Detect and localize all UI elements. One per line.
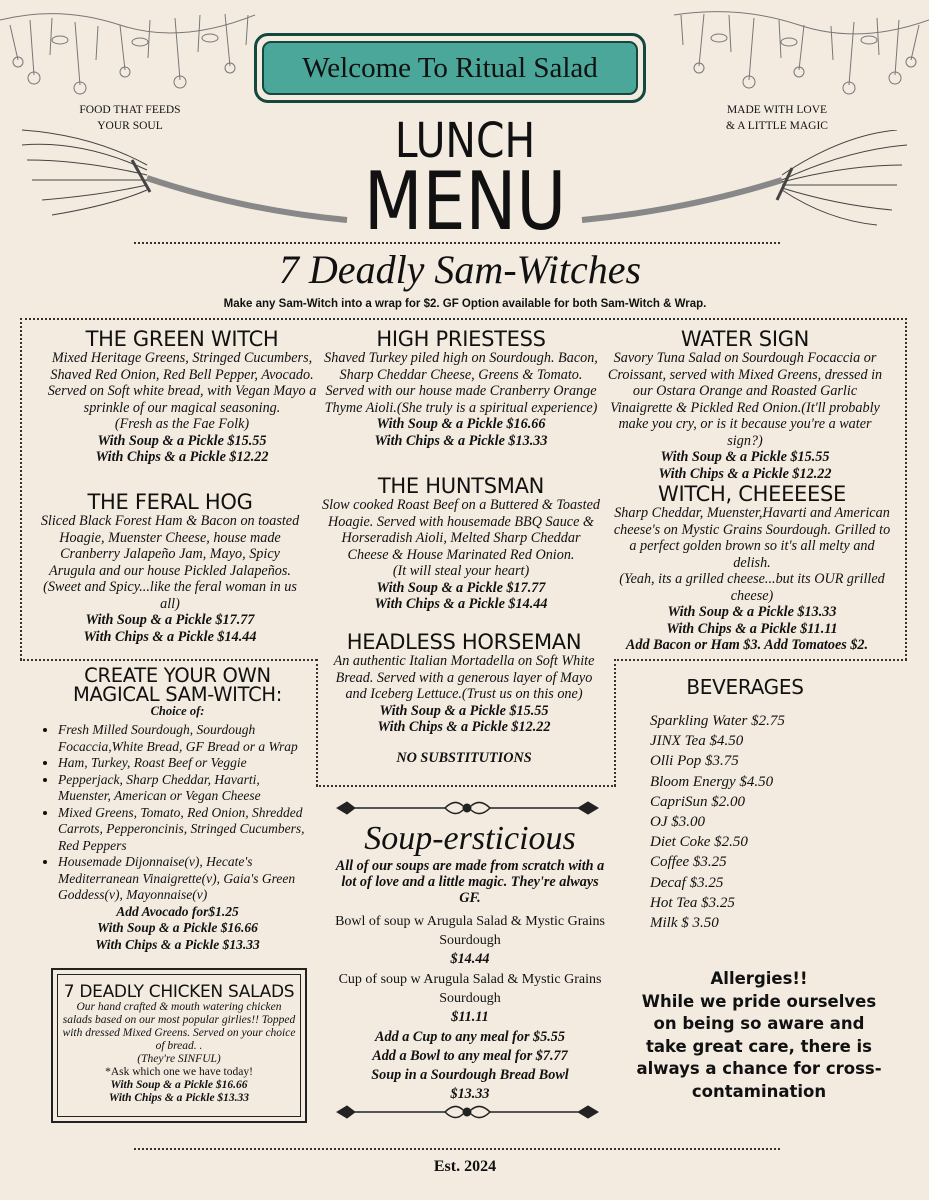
create-price-soup: With Soup & a Pickle $16.66 — [97, 920, 258, 935]
frame-inner-bottom — [316, 785, 616, 787]
tagline-right: MADE WITH LOVE & A LITTLE MAGIC — [726, 104, 828, 132]
welcome-banner — [254, 33, 646, 103]
create-price-chips: With Chips & a Pickle $13.33 — [95, 936, 260, 952]
item-title: THE GREEN WITCH — [85, 327, 279, 351]
item-title: WATER SIGN — [680, 327, 810, 351]
item-price-chips: With Chips & a Pickle $14.44 — [83, 628, 257, 645]
ornament-divider-icon — [335, 796, 600, 820]
item-price-soup: With Soup & a Pickle $16.66 — [376, 416, 546, 432]
soup-add-cup: Add a Cup to any meal for $5.55 — [375, 1029, 565, 1045]
floral-decoration-right-icon — [669, 0, 929, 112]
chicken-ask: *Ask which one we have today! — [105, 1066, 253, 1078]
item-title: HIGH PRIESTESS — [376, 327, 546, 351]
lunch-heading: LUNCH — [394, 113, 536, 169]
item-price-chips: With Chips & a Pickle $13.33 — [374, 432, 548, 449]
list-item: Hot Tea $3.25 — [650, 894, 735, 911]
item-price-soup: With Soup & a Pickle $17.77 — [85, 612, 255, 628]
soup-cup: Cup of soup w Arugula Salad & Mystic Grains Sourdough — [338, 972, 602, 1006]
list-item: • Mixed Greens, Tomato, Red Onion, Shredded Carrots, Pepperoncinis, Stringed Cucumbers, Red Peppers — [58, 805, 315, 855]
divider-bottom — [134, 1148, 780, 1150]
soup-bread-bowl-price: $13.33 — [450, 1086, 490, 1102]
create-title-2: MAGICAL SAM-WITCH: — [72, 683, 283, 706]
chicken-desc: Our hand crafted & mouth watering chicken salads based on our most popular girlies!! Topped with dressed Mixed Greens. Served on your choice of bread. . — [62, 1001, 296, 1052]
soup-intro: All of our soups are made from scratch with a lot of love and a little magic. They're always GF. — [335, 858, 605, 906]
soup-bread-bowl: Soup in a Sourdough Bread Bowl — [371, 1067, 569, 1083]
established: Est. 2024 — [433, 1158, 497, 1175]
list-item: Diet Coke $2.50 — [650, 834, 748, 851]
item-desc: Slow cooked Roast Beef on a Buttered & Toasted Hoagie. Served with housemade BBQ Sauce & Horseradish Aioli, Melted Sharp Cheddar Cheese & House Marinated Red Onion. — [322, 497, 600, 563]
item-desc: Shaved Turkey piled high on Sourdough. Bacon, Sharp Cheddar Cheese, Greens & Tomato. Served with our house made Cranberry Orange Thyme Aioli.(She truly is a spiritual experience) — [324, 350, 598, 416]
tagline-left: FOOD THAT FEEDS YOUR SOUL — [79, 104, 181, 132]
soup-title: Soup-ersticious — [364, 820, 576, 857]
frame-top — [20, 318, 907, 320]
frame-right — [905, 318, 907, 660]
item-water-sign — [606, 328, 884, 482]
frame-bottom-left — [20, 659, 317, 661]
chicken-salads-box — [51, 968, 307, 1123]
soup-bowl: Bowl of soup w Arugula Salad & Mystic Grains Sourdough — [335, 914, 605, 948]
list-item: CapriSun $2.00 — [650, 793, 746, 810]
menu-heading: MENU — [363, 155, 567, 248]
beverages-title: BEVERAGES — [686, 675, 804, 699]
item-desc: Sliced Black Forest Ham & Bacon on toasted Hoagie, Muenster Cheese, house made Cranberry Jalapeño Jam, Mayo, Spicy Arugula and our house Pickled Jalapeños.(Sweet and Spicy...like the feral woman in us all) — [40, 513, 300, 612]
item-desc: Savory Tuna Salad on Sourdough Focaccia or Croissant, served with Mixed Greens, dressed in our Ostara Orange and Roasted Garlic Vinaigrette & Pickled Red Onion.(It'll probably make you cry, or is it because you're a water sign?) — [607, 350, 883, 449]
sam-witches-title: 7 Deadly Sam-Witches — [278, 247, 642, 292]
item-title: THE HUNTSMAN — [377, 474, 545, 498]
list-item: OJ $3.00 — [650, 814, 705, 831]
item-title: HEADLESS HORSEMAN — [346, 630, 582, 654]
item-note: (Yeah, its a grilled cheese...but its OUR grilled cheese) — [619, 571, 885, 604]
list-item: Olli Pop $3.75 — [650, 753, 739, 770]
allergies-text: While we pride ourselves on being so aware and take great care, there is always a chance for cross-contamination — [636, 991, 882, 1101]
frame-left — [20, 318, 22, 660]
frame-inner-right — [614, 659, 616, 786]
broom-left-icon — [22, 120, 352, 230]
create-avocado: Add Avocado for$1.25 — [116, 903, 239, 919]
item-desc: Mixed Heritage Greens, Stringed Cucumbers, Shaved Red Onion, Red Bell Pepper, Avocado. Served on Soft white bread, with Vegan Mayo a sprinkle of our magical seasoning. — [47, 350, 317, 416]
item-price-soup: With Soup & a Pickle $15.55 — [97, 432, 267, 449]
list-item: • Ham, Turkey, Roast Beef or Veggie — [58, 755, 315, 772]
item-price-soup: With Soup & a Pickle $17.77 — [376, 579, 546, 596]
chicken-price-soup: With Soup & a Pickle $16.66 — [110, 1079, 248, 1091]
soup-section — [330, 858, 610, 1104]
banner-title: Welcome To Ritual Salad — [302, 51, 598, 84]
list-item: JINX Tea $4.50 — [650, 733, 744, 750]
list-item: Bloom Energy $4.50 — [650, 773, 774, 790]
chicken-note: (They're SINFUL) — [137, 1053, 221, 1065]
list-item: • Housemade Dijonnaise(v), Hecate's Mediterranean Vinaigrette(v), Gaia's Green Goddess(v), Mayonnaise(v) — [58, 854, 315, 904]
item-note: (It will steal your heart) — [392, 563, 530, 579]
list-item: Milk $ 3.50 — [650, 915, 719, 932]
create-title-1: CREATE YOUR OWN — [84, 664, 271, 687]
item-price-chips: With Chips & a Pickle $12.22 — [377, 719, 551, 735]
item-high-priestess — [322, 328, 600, 449]
item-price-soup: With Soup & a Pickle $15.55 — [379, 702, 549, 719]
no-substitutions: NO SUBSTITUTIONS — [396, 749, 532, 766]
item-price-chips: With Chips & a Pickle $12.22 — [95, 449, 269, 465]
frame-bottom-right — [614, 659, 907, 661]
divider-top — [134, 242, 780, 244]
item-desc: An authentic Italian Mortadella on Soft White Bread. Served with a generous layer of Mayo and Iceberg Lettuce.(Trust us on this one) — [333, 653, 595, 702]
item-green-witch — [42, 328, 322, 466]
item-price-chips: With Chips & a Pickle $11.11 — [666, 620, 838, 637]
item-price-soup: With Soup & a Pickle $15.55 — [660, 449, 830, 465]
list-item: Coffee $3.25 — [650, 854, 727, 871]
list-item: Sparkling Water $2.75 — [650, 713, 785, 729]
create-options-list — [40, 722, 315, 904]
item-huntsman — [322, 475, 600, 613]
soup-add-bowl: Add a Bowl to any meal for $7.77 — [372, 1048, 568, 1064]
item-title: WITCH, CHEEEESE — [658, 482, 846, 506]
list-item: • Pepperjack, Sharp Cheddar, Havarti, Muenster, American or Vegan Cheese — [58, 772, 315, 805]
item-feral-hog — [36, 491, 304, 645]
allergies-notice — [634, 968, 884, 1103]
item-price-chips: With Chips & a Pickle $12.22 — [658, 465, 832, 482]
item-desc: Sharp Cheddar, Muenster,Havarti and American cheese's on Mystic Grains Sourdough. Grilled to a perfect golden brown so it's all melty and delish. — [613, 505, 891, 571]
floral-decoration-left-icon — [0, 0, 260, 112]
broom-right-icon — [577, 130, 907, 230]
item-headless-horseman — [325, 631, 603, 766]
ornament-divider-bottom-icon — [335, 1100, 600, 1124]
item-price-chips: With Chips & a Pickle $14.44 — [374, 596, 548, 612]
chicken-title: 7 DEADLY CHICKEN SALADS — [63, 982, 295, 1002]
item-title: THE FERAL HOG — [87, 490, 253, 514]
chicken-price-chips: With Chips & a Pickle $13.33 — [108, 1092, 250, 1104]
item-witch-cheese — [612, 483, 892, 654]
beverages-list — [650, 711, 900, 933]
item-addons: Add Bacon or Ham $3. Add Tomatoes $2. — [625, 637, 869, 653]
item-price-soup: With Soup & a Pickle $13.33 — [667, 604, 837, 620]
soup-bowl-price: $14.44 — [450, 951, 490, 967]
wrap-note: Make any Sam-Witch into a wrap for $2. GF Option available for both Sam-Witch & Wrap. — [223, 298, 707, 310]
list-item: Decaf $3.25 — [650, 874, 724, 891]
allergies-title: Allergies!! — [710, 969, 808, 988]
frame-inner-left — [316, 659, 318, 786]
list-item: • Fresh Milled Sourdough, Sourdough Focaccia,White Bread, GF Bread or a Wrap — [58, 722, 315, 755]
soup-cup-price: $11.11 — [451, 1009, 489, 1025]
create-choice: Choice of: — [150, 704, 205, 718]
item-note: (Fresh as the Fae Folk) — [114, 416, 250, 432]
create-your-own — [40, 666, 315, 953]
